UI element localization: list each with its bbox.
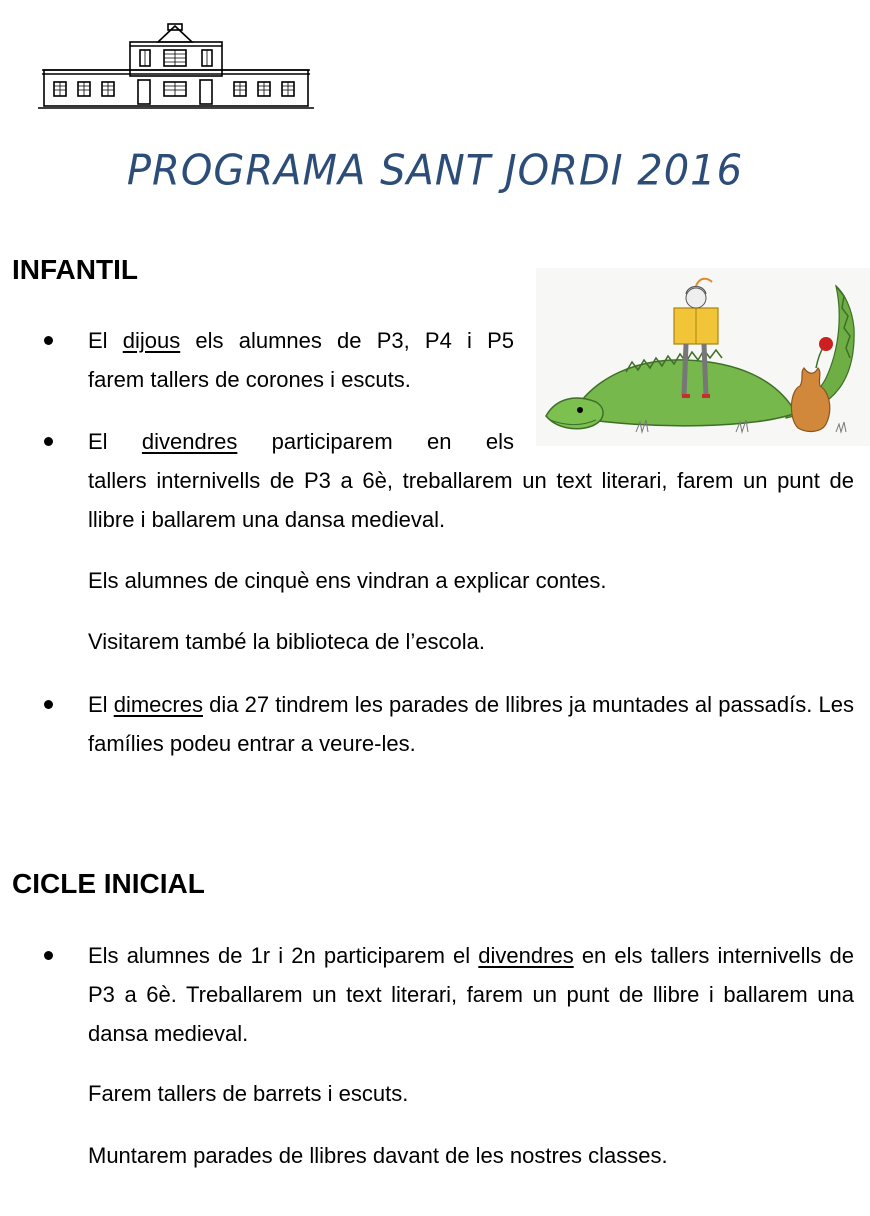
cicle-inicial-item-1	[88, 936, 854, 1053]
infantil-item-2-para-3: Visitarem també la biblioteca de l’escola.	[88, 629, 486, 654]
bullet	[44, 437, 53, 446]
day-divendres: divendres	[141, 429, 238, 454]
text: els alumnes de P3, P4 i P5	[180, 328, 514, 353]
text: participarem en els	[237, 429, 514, 454]
bullet	[44, 951, 53, 960]
infantil-item-2-continuation: tallers internivells de P3 a 6è, treballarem un text literari, farem un punt de llibre i ballarem una dansa medieval.	[88, 468, 854, 532]
day-dijous: dijous	[122, 328, 181, 353]
text: El	[88, 328, 123, 353]
cicle-inicial-item-1-para-3: Muntarem parades de llibres davant de les nostres classes.	[88, 1143, 668, 1168]
text: Els alumnes de 1r i 2n participarem el	[88, 943, 479, 968]
section-heading-cicle-inicial: CICLE INICIAL	[12, 868, 205, 899]
infantil-item-3	[88, 685, 854, 763]
text: dia 27 tindrem les parades de llibres ja muntades al passadís. Les famílies podeu entrar a veure-les.	[88, 692, 854, 756]
text: El	[88, 429, 142, 454]
cicle-inicial-item-1-para-2: Farem tallers de barrets i escuts.	[88, 1081, 409, 1106]
infantil-item-1-line-2: farem tallers de corones i escuts.	[88, 367, 411, 392]
school-building-logo	[38, 20, 314, 112]
page-title: PROGRAMA SANT JORDI 2016	[126, 146, 744, 196]
text: en els tallers internivells de P3 a 6è. Treballarem un text literari, farem un punt de llibre i ballarem una dansa medieval.	[88, 943, 855, 1046]
section-heading-infantil: INFANTIL	[12, 254, 138, 285]
day-dimecres: dimecres	[113, 692, 203, 717]
day-divendres: divendres	[478, 943, 574, 968]
bullet	[44, 700, 53, 709]
infantil-item-2-para-2: Els alumnes de cinquè ens vindran a explicar contes.	[88, 568, 607, 593]
text: El	[88, 692, 114, 717]
bullet	[44, 336, 53, 345]
dragon-reading-illustration	[536, 268, 870, 446]
